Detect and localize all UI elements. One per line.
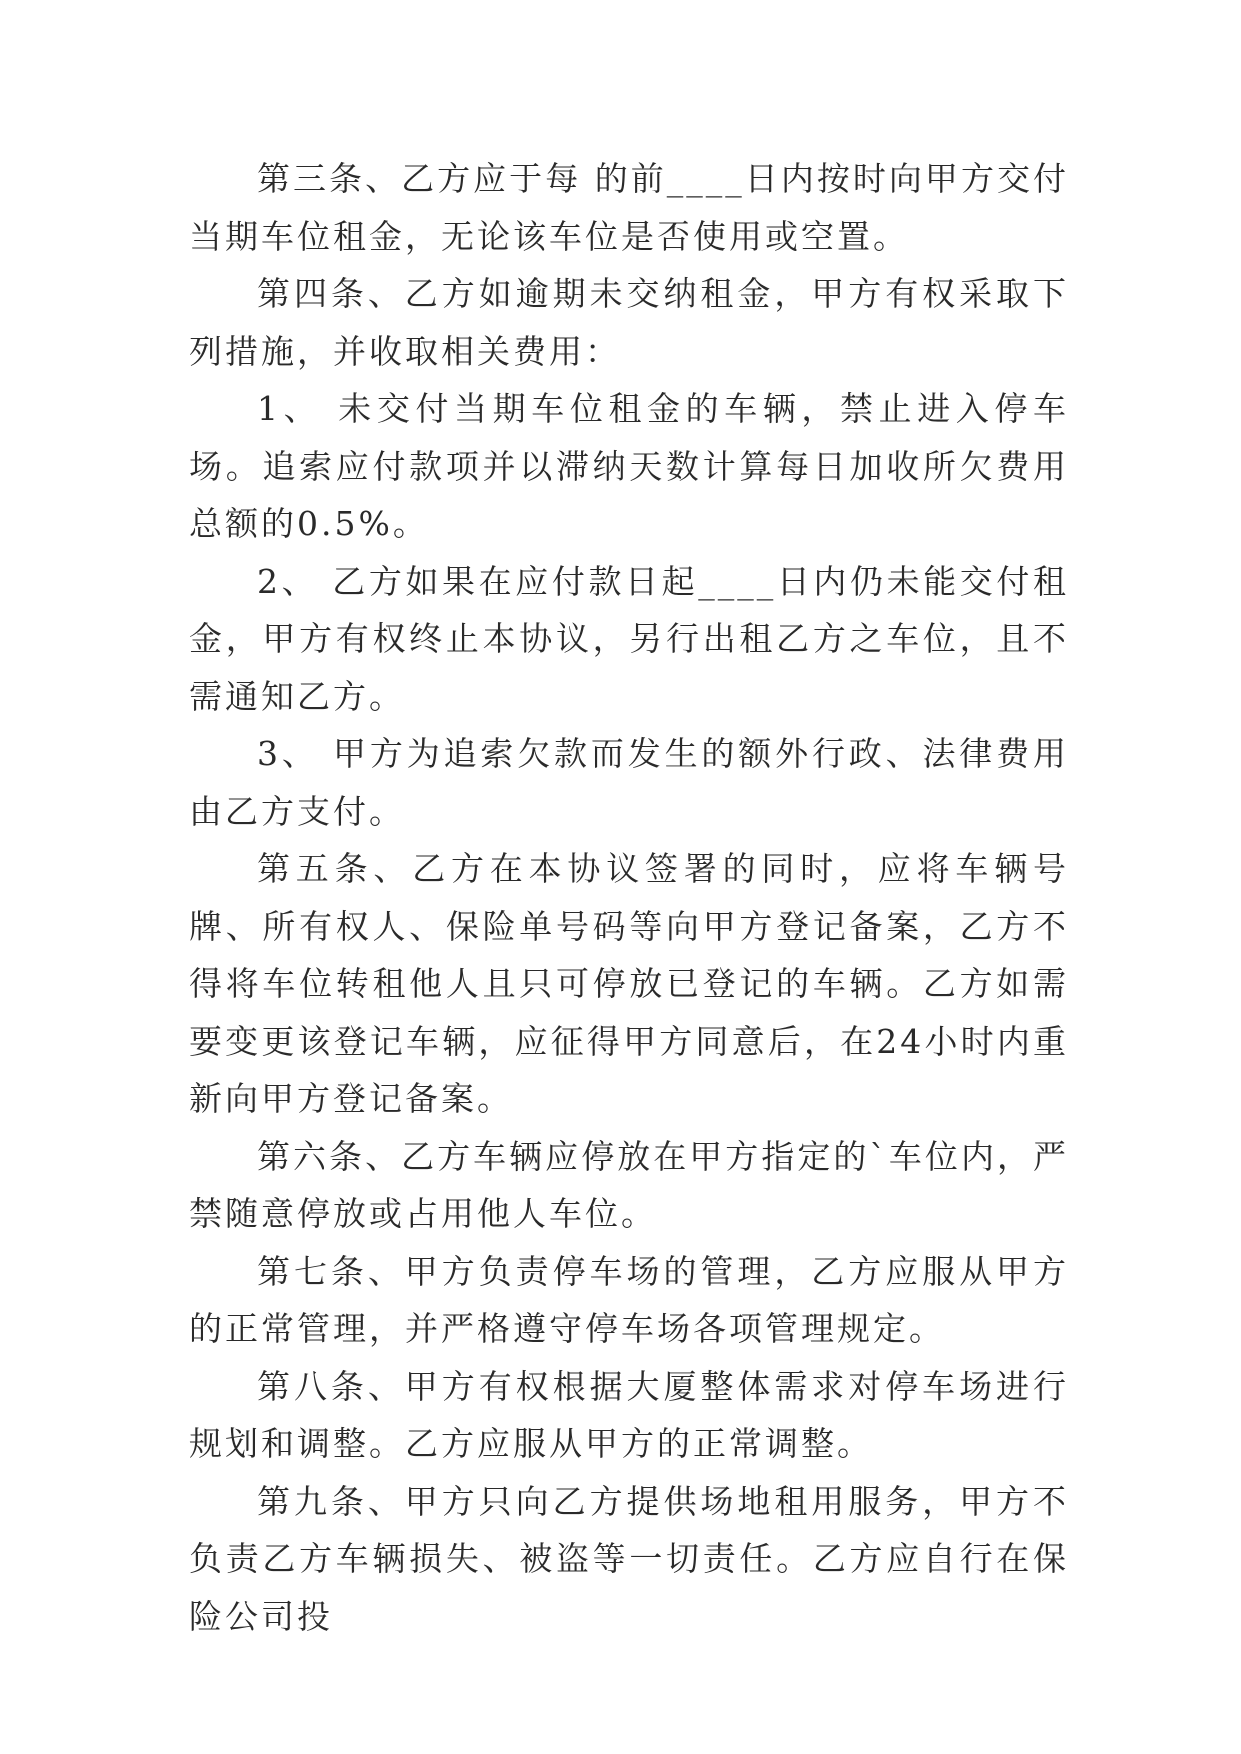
clause-4-item-3: 3、 甲方为追索欠款而发生的额外行政、法律费用由乙方支付。	[189, 734, 1069, 831]
clause-4-paragraph: 第四条、乙方如逾期未交纳租金，甲方有权采取下列措施，并收取相关费用：	[189, 274, 1069, 371]
clause-7-paragraph: 第七条、甲方负责停车场的管理，乙方应服从甲方的正常管理，并严格遵守停车场各项管理规定。	[189, 1251, 1069, 1348]
clause-9-paragraph: 第九条、甲方只向乙方提供场地租用服务，甲方不负责乙方车辆损失、被盗等一切责任。乙方应自行在保险公司投	[189, 1481, 1069, 1636]
clause-5-paragraph: 第五条、乙方在本协议签署的同时，应将车辆号牌、所有权人、保险单号码等向甲方登记备案，乙方不得将车位转租他人且只可停放已登记的车辆。乙方如需要变更该登记车辆，应征得甲方同意后，在24小时内重新向甲方登记备案。	[189, 849, 1069, 1118]
clause-8-paragraph: 第八条、甲方有权根据大厦整体需求对停车场进行规划和调整。乙方应服从甲方的正常调整。	[189, 1366, 1069, 1463]
clause-6-paragraph: 第六条、乙方车辆应停放在甲方指定的`车位内，严禁随意停放或占用他人车位。	[189, 1136, 1069, 1233]
document-body	[189, 150, 1069, 1645]
clause-3-paragraph: 第三条、乙方应于每 的前____日内按时向甲方交付当期车位租金，无论该车位是否使用或空置。	[189, 159, 1069, 256]
clause-4-item-1: 1、 未交付当期车位租金的车辆，禁止进入停车场。追索应付款项并以滞纳天数计算每日加收所欠费用总额的0.5%。	[189, 389, 1069, 543]
clause-4-item-2: 2、 乙方如果在应付款日起____日内仍未能交付租金，甲方有权终止本协议，另行出租乙方之车位，且不需通知乙方。	[189, 561, 1069, 716]
